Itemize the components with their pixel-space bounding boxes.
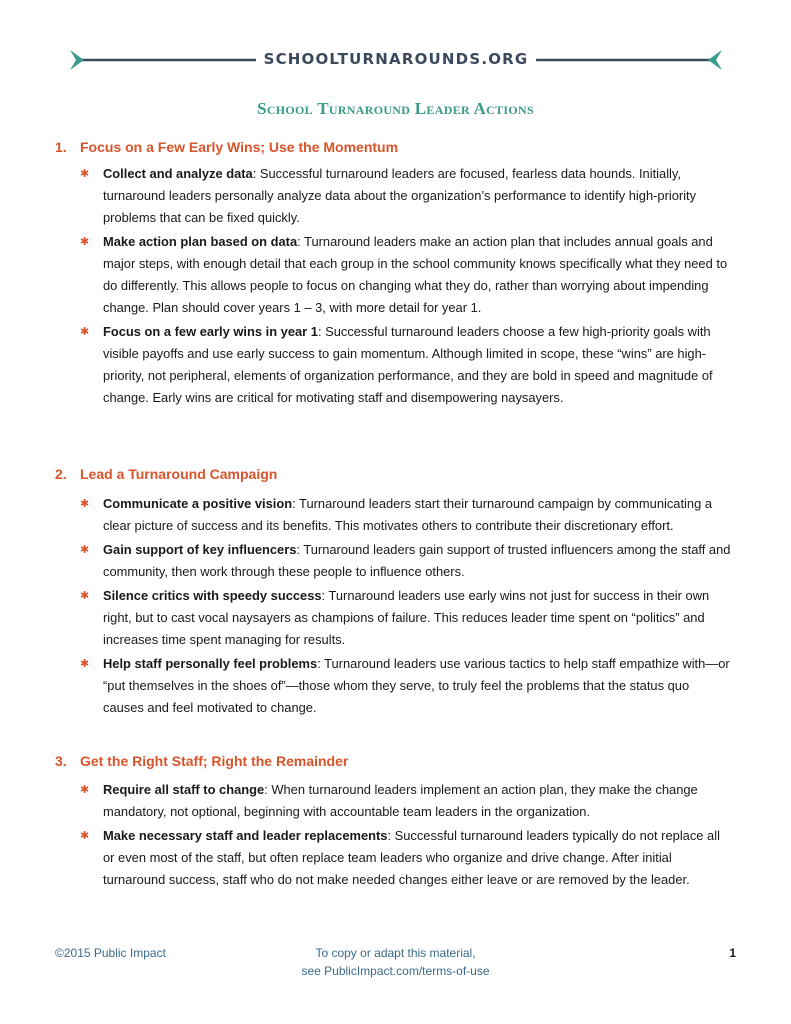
page-number: 1 [729, 946, 736, 960]
list-item [80, 779, 732, 823]
section-heading-1 [55, 139, 398, 155]
item-lead: Make action plan based on data [103, 234, 298, 249]
item-text: : Turnaround leaders gain support of trusted influencers among the staff and community, then work through these people to influence others. [103, 542, 731, 579]
list-item [80, 321, 732, 409]
banner-url[interactable]: SCHOOLTURNAROUNDS.ORG [256, 50, 537, 68]
item-text: : Successful turnaround leaders typically do not replace all or even most of the staff, but often replace team leaders who organize and drive change. After initial turnaround success, staff who do not make needed changes either leave or are removed by the leader. [103, 828, 720, 887]
list-item [80, 231, 732, 319]
footer-terms-line: To copy or adapt this material, [315, 946, 476, 960]
section-heading-3 [55, 753, 348, 769]
item-lead: Help staff personally feel problems [103, 656, 318, 671]
footer-terms [0, 944, 791, 980]
list-item [80, 493, 732, 537]
star-bullet-icon: ✱ [80, 498, 90, 510]
item-text: : Turnaround leaders use various tactics to help staff empathize with—or “put themselves in the shoes of”—those whom they serve, to truly feel the problems that the status quo causes and feel motivated to change. [103, 656, 730, 715]
item-lead: Make necessary staff and leader replacements [103, 828, 388, 843]
item-text: : Successful turnaround leaders choose a few high-priority goals with visible payoffs and use early success to gain momentum. Although limited in scope, these “wins” are high-priority, not peripheral, elements of organization performance, and they are bold in speed and magnitude of change. Early wins are critical for motivating staff and disempowering naysayers. [103, 324, 713, 405]
star-bullet-icon: ✱ [80, 658, 90, 670]
section-number: 2. [55, 466, 67, 482]
list-item [80, 163, 732, 229]
item-lead: Focus on a few early wins in year 1 [103, 324, 318, 339]
star-bullet-icon: ✱ [80, 168, 90, 180]
star-bullet-icon: ✱ [80, 236, 90, 248]
list-item [80, 825, 732, 891]
site-banner [70, 47, 722, 73]
item-text: : Successful turnaround leaders are focused, fearless data hounds. Initially, turnaround leaders personally analyze data about the organization’s performance to identify high-priority problems that can be fixed quickly. [103, 166, 697, 225]
section-1-list [80, 163, 732, 411]
star-bullet-icon: ✱ [80, 590, 90, 602]
star-bullet-icon: ✱ [80, 784, 90, 796]
footer-copyright: ©2015 Public Impact [55, 946, 166, 960]
section-number: 3. [55, 753, 67, 769]
item-lead: Require all staff to change [103, 782, 265, 797]
item-lead: Silence critics with speedy success [103, 588, 322, 603]
item-lead: Communicate a positive vision [103, 496, 293, 511]
item-text: : When turnaround leaders implement an action plan, they make the change mandatory, not optional, beginning with accountable team leaders in the organization. [103, 782, 698, 819]
item-lead: Collect and analyze data [103, 166, 253, 181]
page-title: School Turnaround Leader Actions [257, 99, 534, 118]
star-bullet-icon: ✱ [80, 544, 90, 556]
section-number: 1. [55, 139, 67, 155]
item-text: : Turnaround leaders use early wins not just for success in their own right, but to cast vocal naysayers as champions of failure. This reduces leader time spent on “politics” and increases time spent managing for results. [103, 588, 710, 647]
item-text: : Turnaround leaders make an action plan that includes annual goals and major steps, with enough detail that each group in the school community knows specifically what they need to do differently. This allows people to focus on changing what they do, rather than worrying about impending change. Plan should cover years 1 – 3, with more detail for year 1. [103, 234, 728, 315]
list-item [80, 585, 732, 651]
list-item [80, 539, 732, 583]
section-title: Lead a Turnaround Campaign [80, 466, 278, 482]
star-bullet-icon: ✱ [80, 830, 90, 842]
section-title: Get the Right Staff; Right the Remainder [80, 753, 349, 769]
item-text: : Turnaround leaders start their turnaround campaign by communicating a clear picture of success and its benefits. This motivates others to contribute their discretionary effort. [103, 496, 713, 533]
section-2-list [80, 493, 732, 721]
footer-terms-link[interactable]: see PublicImpact.com/terms-of-use [301, 964, 490, 978]
section-title: Focus on a Few Early Wins; Use the Momentum [80, 139, 399, 155]
star-bullet-icon: ✱ [80, 326, 90, 338]
list-item [80, 653, 732, 719]
section-heading-2 [55, 466, 277, 482]
item-lead: Gain support of key influencers [103, 542, 297, 557]
section-3-list [80, 779, 732, 893]
